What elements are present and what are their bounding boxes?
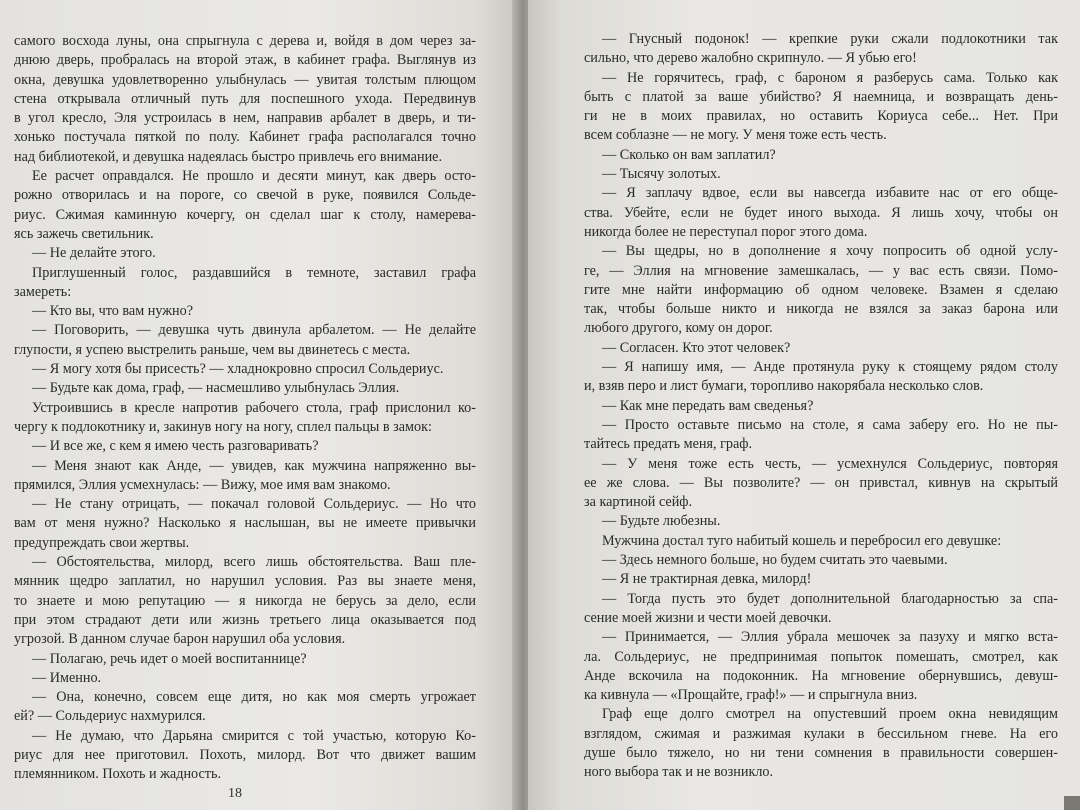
text-line: — Вы щедры, но в дополнение я хочу попросить об одной услу- — [602, 243, 1058, 260]
text-line: вам от меня нужно? Насколько я наслышан, вы не имеете привычки — [14, 515, 476, 532]
text-line: взглядом, сжимая и разжимая кулаки в бессильном гневе. На его — [584, 725, 1058, 742]
text-line: ла. Сольдериус, не предпринимая попыток помешать, смотрел, как — [584, 648, 1058, 665]
text-line: мянник щедро заплатил, но нарушил условия. Раз вы знаете меня, — [14, 573, 476, 590]
text-line: предупреждать свои жертвы. — [14, 534, 190, 551]
text-line: Устроившись в кресле напротив рабочего стола, граф прислонил ко- — [32, 399, 476, 416]
text-line: — Как мне передать вам сведенья? — [602, 397, 814, 414]
text-line: — И все же, с кем я имею честь разговаривать? — [32, 438, 319, 455]
text-line: — Тогда пусть это будет дополнительной благодарностью за спа- — [602, 590, 1058, 607]
right-page — [528, 0, 1080, 810]
text-line: — Я могу хотя бы присесть? — хладнокровно спросил Сольдериус. — [32, 361, 444, 378]
text-line: — Я заплачу вдвое, если вы навсегда избавите нас от его обще- — [602, 185, 1058, 202]
text-line: рожно отворилась и на пороге, со свечой в руке, появился Сольде- — [14, 187, 476, 204]
text-line: сение моей жизни и чести моей девочки. — [584, 609, 832, 626]
page-corner-shadow — [1064, 796, 1080, 810]
text-line: глупости, я успею выстрелить раньше, чем вы двинетесь с места. — [14, 341, 411, 358]
text-line: — Она, конечно, совсем еще дитя, но как моя смерть угрожает — [32, 689, 476, 706]
text-line: Граф еще долго смотрел на опустевший проем окна невидящим — [602, 706, 1058, 723]
text-line: в угол кресло, Эля устроилась в нем, направив арбалет в дверь, и ти- — [14, 110, 476, 127]
text-line: Мужчина достал туго набитый кошель и перебросил его девушке: — [602, 532, 1002, 549]
text-line: сильно, что дерево жалобно скрипнуло. — Я убью его! — [584, 50, 917, 67]
text-line: угрозой. В данном случае барон нарушил оба условия. — [14, 631, 346, 648]
text-line: тайтесь предать меня, граф. — [584, 436, 753, 453]
text-line: — Не горячитесь, граф, с бароном я разберусь сама. Только как — [602, 69, 1058, 86]
text-line: стена открывала отличный путь для поспешного ухода. Передвинув — [14, 90, 476, 107]
text-line: — Будьте как дома, граф, — насмешливо улыбнулась Эллия. — [32, 380, 400, 397]
text-line: душе было тяжело, но ни тени сомнения в правильности совершен- — [584, 744, 1058, 761]
text-line: — Я напишу имя, — Анде протянула руку к стоящему рядом столу — [602, 359, 1058, 376]
text-line: — Поговорить, — девушка чуть двинула арбалетом. — Не делайте — [32, 322, 476, 339]
text-line: — Меня знают как Анде, — увидев, как мужчина напряженно вы- — [32, 457, 476, 474]
text-line: ей? — Сольдериус нахмурился. — [14, 708, 206, 725]
text-line: ства. Убейте, если не будет иного выхода. Я лишь хочу, чтобы он — [584, 204, 1058, 221]
text-line: — Принимается, — Эллия убрала мешочек за пазуху и мягко вста- — [602, 629, 1058, 646]
text-line: всем соблазне — не могу. У меня тоже есть честь. — [584, 127, 887, 144]
text-line: при этом страдают дети или жизнь третьего лица оказывается под — [14, 611, 476, 628]
text-line: никогда более не переступал порог этого дома. — [584, 223, 868, 240]
text-line: и, взяв перо и лист бумаги, торопливо накорябала несколько слов. — [584, 378, 984, 395]
text-line: прямился, Эллия усмехнулась: — Вижу, мое имя вам знакомо. — [14, 476, 391, 493]
text-line: ясь зажечь светильник. — [14, 225, 154, 242]
text-line: — Не думаю, что Дарьяна смирится с той участью, которую Ко- — [32, 727, 476, 744]
text-line: окна, девушка удовлетворенно улыбнулась — увитая толстым плющом — [14, 71, 476, 88]
text-line: ка кивнула — «Прощайте, граф!» — и спрыгнула вниз. — [584, 687, 918, 704]
text-line: — Здесь немного больше, но будем считать это чаевыми. — [602, 552, 948, 569]
text-line: быть с платой за ваше убийство? Я наемница, и возвращать день- — [584, 88, 1058, 105]
text-line: племянником. Похоть и жадность. — [14, 766, 221, 783]
text-line: — Сколько он вам заплатил? — [602, 146, 776, 163]
text-line: гите мне найти информацию об одном человеке. Взамен я сделаю — [584, 281, 1058, 298]
text-line: — У меня тоже есть честь, — усмехнулся Сольдериус, повторяя — [602, 455, 1058, 472]
text-line: — Не стану отрицать, — покачал головой Сольдериус. — Но что — [32, 496, 476, 513]
text-line: Анде вскочила на подоконник. На мгновение обернувшись, девуш- — [584, 667, 1058, 684]
text-line: — Обстоятельства, милорд, всего лишь обстоятельства. Ваш пле- — [32, 554, 476, 571]
text-line: самого восхода луны, она спрыгнула с дерева и, войдя в дом через за- — [14, 33, 476, 49]
text-line: ного выбора так и не возникло. — [584, 764, 774, 781]
text-line: риус. Сжимая каминную кочергу, он сделал шаг к столу, намерева- — [14, 206, 476, 223]
text-line: так, чтобы больше никто и никогда не взялся за заказ барона или — [584, 301, 1058, 318]
text-line: — Кто вы, что вам нужно? — [32, 303, 194, 320]
text-line: ги не в моих правилах, но оставить Кориуса себе... Нет. При — [584, 108, 1058, 125]
text-line: — Гнусный подонок! — крепкие руки сжали подлокотники так — [602, 31, 1058, 47]
text-line: — Тысячу золотых. — [602, 166, 721, 183]
text-line: над библиотекой, и девушка надеялась быстро привлечь его внимание. — [14, 148, 443, 165]
text-line: — Именно. — [32, 669, 102, 686]
text-line: замереть: — [14, 283, 72, 300]
text-line: — Просто оставьте письмо на столе, я сама заберу его. Но не пы- — [602, 416, 1058, 433]
left-page — [0, 0, 518, 810]
text-line: — Полагаю, речь идет о моей воспитаннице? — [32, 650, 307, 667]
text-line: днюю дверь, пробралась на второй этаж, в кабинет графа. Выглянув из — [14, 52, 476, 69]
text-line: хонько постучала пяткой по полу. Кабинет графа располагался точно — [14, 129, 476, 146]
text-line: ее же слова. — Вы позволите? — он привстал, кивнув на скрытый — [584, 474, 1058, 491]
page-number: 18 — [228, 786, 242, 801]
left-page-text — [14, 32, 476, 785]
text-line: — Не делайте этого. — [32, 245, 156, 262]
text-line: ге, — Эллия на мгновение замешкалась, — у вас есть связи. Помо- — [584, 262, 1058, 279]
text-line: чергу к подлокотнику и, закинув ногу на ногу, сплел пальцы в замок: — [14, 418, 432, 435]
text-line: — Я не трактирная девка, милорд! — [602, 571, 812, 588]
text-line: Ее расчет оправдался. Не прошло и десяти минут, как дверь осто- — [32, 168, 476, 185]
text-line: Приглушенный голос, раздавшийся в темноте, заставил графа — [32, 264, 476, 281]
text-line: — Согласен. Кто этот человек? — [602, 339, 791, 356]
right-page-text — [584, 30, 1058, 783]
text-line: то знаете и мою репутацию — я никогда не берусь за дело, если — [14, 592, 476, 609]
text-line: любого другого, кому он дорог. — [584, 320, 773, 337]
text-line: риус для нее приготовил. Похоть, милорд. Вот что движет вашим — [14, 746, 476, 763]
text-line: за картиной сейф. — [584, 494, 693, 511]
text-line: — Будьте любезны. — [602, 513, 721, 530]
